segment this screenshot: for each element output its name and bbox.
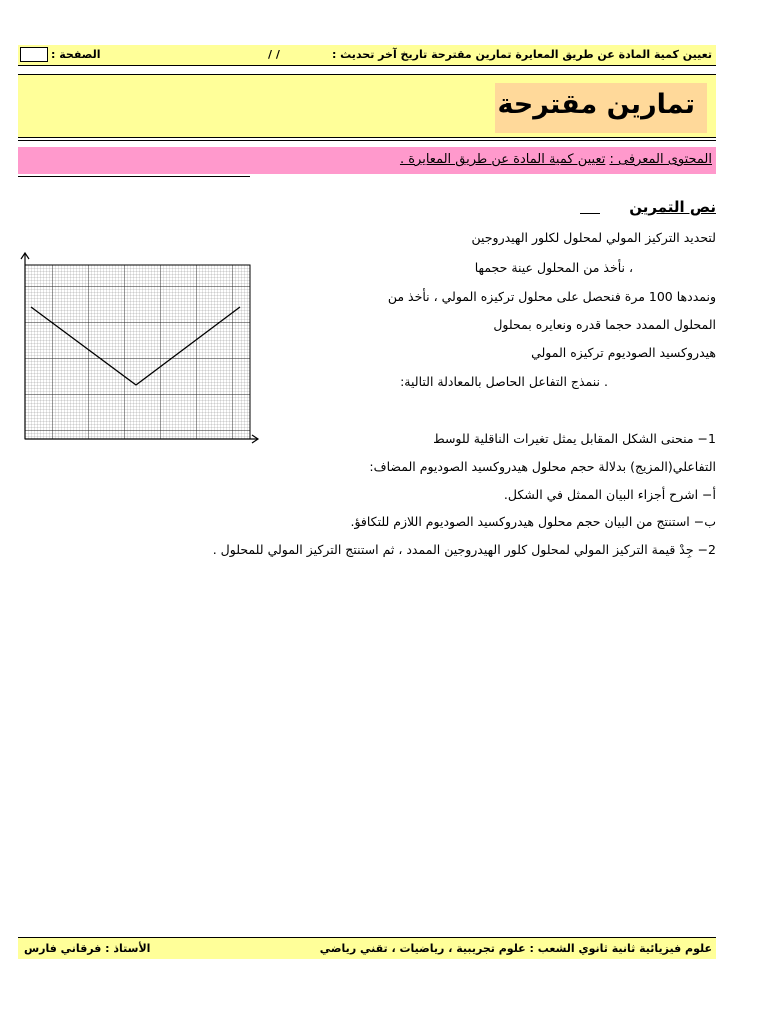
footer-teacher: الأستاذ : فرقاني فارس (24, 942, 151, 955)
exercise-line: 2− جِدْ قيمة التركيز المولي لمحلول كلور الهيدروجين الممدد ، ثم استنتج التركيز المولي للمحلول . (212, 542, 716, 557)
exercise-line: التفاعلي(المزيج) بدلالة حجم محلول هيدروكسيد الصوديوم المضاف: (369, 459, 716, 474)
header-updated-label: تاريخ آخر تحديث : (331, 48, 428, 61)
page-number-box (20, 47, 48, 62)
content-text (400, 152, 712, 167)
grid-coarse (25, 265, 250, 439)
exercise-line: أ− اشرح أجزاء البيان الممثل في الشكل. (503, 487, 716, 502)
exercise-heading: نص التمرين (629, 198, 716, 216)
page-label: الصفحة : (51, 48, 101, 61)
header-title: تعيين كمية المادة عن طريق المعايرة (515, 48, 712, 61)
footer-course: علوم فيزيائية ثانية ثانوي الشعب : علوم تجريبية ، رياضيات ، تقني رياضي (319, 942, 712, 955)
exercise-line: المحلول الممدد حجما قدره ونعايره بمحلول (493, 317, 716, 332)
divider (18, 140, 716, 141)
divider (18, 176, 250, 177)
content-row (18, 147, 716, 174)
content-value: تعيين كمية المادة عن طريق المعايرة . (399, 152, 606, 167)
exercise-line: لتحديد التركيز المولي لمحلول لكلور الهيدروجين (471, 230, 716, 245)
exercise-line: ونمددها 100 مرة فنحصل على محلول تركيزه المولي ، نأخذ من (387, 289, 716, 304)
footer-bar (18, 937, 716, 959)
title-box (495, 83, 707, 133)
exercise-line: 1− منحنى الشكل المقابل يمثل تغيرات الناقلية للوسط (433, 431, 716, 446)
content-label: المحتوى المعرفى : (609, 152, 712, 167)
exercise-line: ، نأخذ من المحلول عينة حجمها (474, 260, 633, 275)
exercise-line: هيدروكسيد الصوديوم تركيزه المولي (531, 345, 716, 360)
header-bar (18, 45, 716, 66)
header-date: / / (268, 48, 280, 61)
header-section: تمارين مقترحة (431, 48, 512, 61)
header-title-group (332, 48, 712, 61)
exercise-line: ب− استنتج من البيان حجم محلول هيدروكسيد الصوديوم اللازم للتكافؤ. (350, 514, 716, 529)
exercise-line: . ننمذج التفاعل الحاصل بالمعادلة التالية: (400, 374, 608, 389)
page-title: تمارين مقترحة (497, 89, 695, 120)
divider (580, 213, 600, 214)
conductivity-graph (16, 250, 266, 445)
